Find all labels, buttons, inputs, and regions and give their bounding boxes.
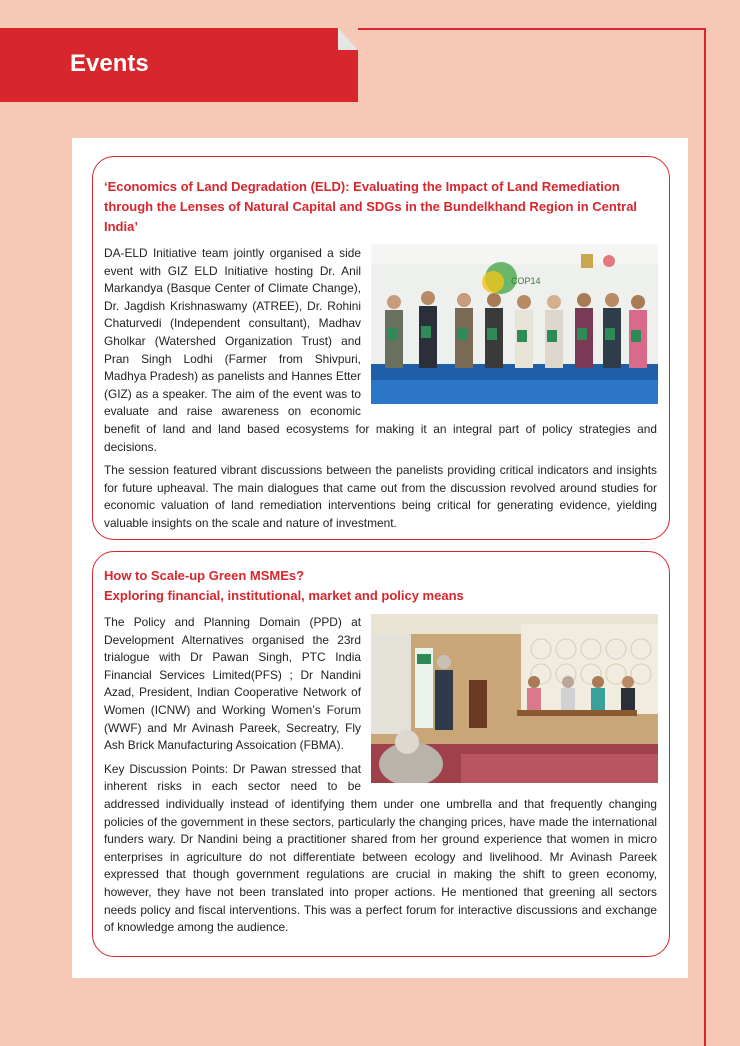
event-green-msmes-paragraph-2: Key Discussion Points: Dr Pawan stressed that inherent risks in each sector need to be addressed individually instead of identifying them under one umbrella and that frequently changing policies of the government in these sectors, particularly the changing prices, have made the international funders wary. Dr Nandini being a practitioner shared from her ground experience that women in micro enterprises in agriculture do not differentiate between ecology and livelihood. Mr Avinash Pareek expressed that though government regulations are crucial in making the shift to green economy, however, they have not been translated into proper actions. He mentioned that greening all sectors needs policy and fiscal interventions. This was a perfect forum for interactive discussions and exchange of knowledge among the audience.: [104, 761, 657, 935]
event-card-eld: [92, 156, 670, 540]
event-photo-trialogue: [371, 614, 658, 783]
event-title-eld: ‘Economics of Land Degradation (ELD): Evaluating the Impact of Land Remediation through the Lenses of Natural Capital and SDGs in the Bundelkhand Region in Central India’: [104, 179, 638, 234]
section-title: Events: [70, 50, 149, 77]
event-card-green-msmes: [92, 551, 670, 957]
event-eld-paragraph-1: DA-ELD Initiative team jointly organised a side event with GIZ ELD Initiative hosting Dr. Anil Markandya (Basque Center of Climate Change), Dr. Jagdish Krishnaswamy (ATREE), Dr. Rohini Chaturvedi (Independent consultant), Madhav Gholkar (Watershed Organization Trust) and Pran Singh Lodhi (Farmer from Shivpuri, Madhya Pradesh) as panelists and Hannes Etter (GIZ) as a speaker. The aim of the event was to evaluate and raise awareness on economic benefit of land and land based ecosystems for making it an integral part of policy strategies and decisions.: [104, 246, 657, 454]
banner-fold: [338, 28, 358, 50]
content-sheet: [72, 138, 688, 978]
event-eld-paragraph-2: The session featured vibrant discussions between the panelists providing critical indicators and insights for future upheaval. The main dialogues that came out from the discussion revolved around studies for economic valuation of land remediation interventions being critical for generating evidence, yielding valuable insights on the scale and nature of investment.: [104, 463, 657, 530]
event-title-line-1: How to Scale-up Green MSMEs?: [104, 568, 305, 583]
event-title-line-2: Exploring financial, institutional, market and policy means: [104, 588, 464, 603]
cop-banner-text: COP14: [511, 276, 541, 286]
event-photo-eld-panel: [371, 244, 658, 404]
trialogue-photo-illustration: [371, 614, 658, 783]
panel-photo-illustration: [371, 244, 658, 404]
event-green-msmes-paragraph-1: The Policy and Planning Domain (PPD) at Development Alternatives organised the 23rd trialogue with Dr Pawan Singh, PTC India Financial Services Limited(PFS) ; Dr Nandini Azad, President, Indian Cooperative Network of Women (ICNW) and Working Women’s Forum (WWF) and Mr Avinash Pareek, Secreatry, Fly Ash Brick Manufacturing Assoication (FBMA).: [104, 615, 361, 753]
event-title-green-msmes: [104, 566, 657, 606]
section-banner: [0, 28, 358, 102]
